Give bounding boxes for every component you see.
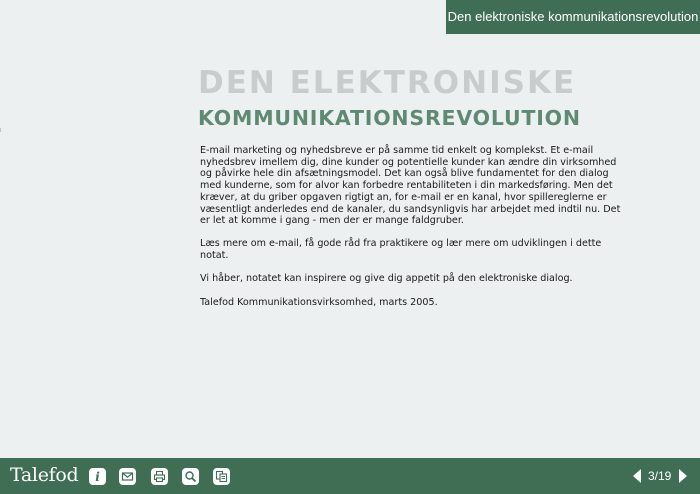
svg-text:i: i: [95, 470, 100, 483]
pages-button[interactable]: [213, 468, 230, 485]
pages-icon: [215, 470, 228, 483]
intro-paragraph: E-mail marketing og nyhedsbreve er på samme tid enkelt og komplekst. Et e-mail nyhedsbrev imellem dig, dine kunder og potentielle kunder kan ændre din virksomhed og påvirke hele din afsætningsmodel. Det kan også blive fundamentet for den dialog med kunderne, som for alvor kan forbedre rentabiliteten i din markedsføring. Men det kræver, at du griber opgaven rigtigt an, for e-mail er en kanal, hvor spillereglerne er væsentligt anderledes end de kanaler, du sandsynligvis har arbejdet med indtil nu. Det er let at komme i gang - men der er mange faldgruber.: [200, 145, 621, 227]
previous-page-arrow-icon[interactable]: [632, 468, 642, 484]
print-icon: [153, 470, 166, 483]
title-line-2: KOMMUNIKATIONSREVOLUTION: [198, 106, 581, 130]
edge-marker: [0, 128, 1, 132]
title-line-1: DEN ELEKTRONISKE: [198, 65, 577, 101]
document-title-tab: Den elektroniske kommunikationsrevolution: [446, 0, 700, 34]
next-page-arrow-icon[interactable]: [678, 468, 688, 484]
page-indicator: 3/19: [648, 469, 672, 483]
print-button[interactable]: [151, 468, 168, 485]
footer-toolbar: [0, 458, 700, 494]
info-icon: [91, 470, 104, 483]
body-text: [200, 145, 622, 320]
talefod-logo: Talefod: [10, 464, 79, 486]
signature-paragraph: Talefod Kommunikationsvirksomhed, marts 2005.: [200, 296, 438, 308]
search-icon: [184, 470, 197, 483]
mail-icon: [121, 470, 134, 483]
search-button[interactable]: [182, 468, 199, 485]
info-button[interactable]: [89, 468, 106, 485]
page-title: [198, 64, 628, 131]
email-button[interactable]: [119, 468, 136, 485]
read-more-paragraph: Læs mere om e-mail, få gode råd fra praktikere og lær mere om udviklingen i dette notat.: [200, 238, 602, 262]
hope-paragraph: Vi håber, notatet kan inspirere og give dig appetit på den elektroniske dialog.: [200, 273, 573, 285]
